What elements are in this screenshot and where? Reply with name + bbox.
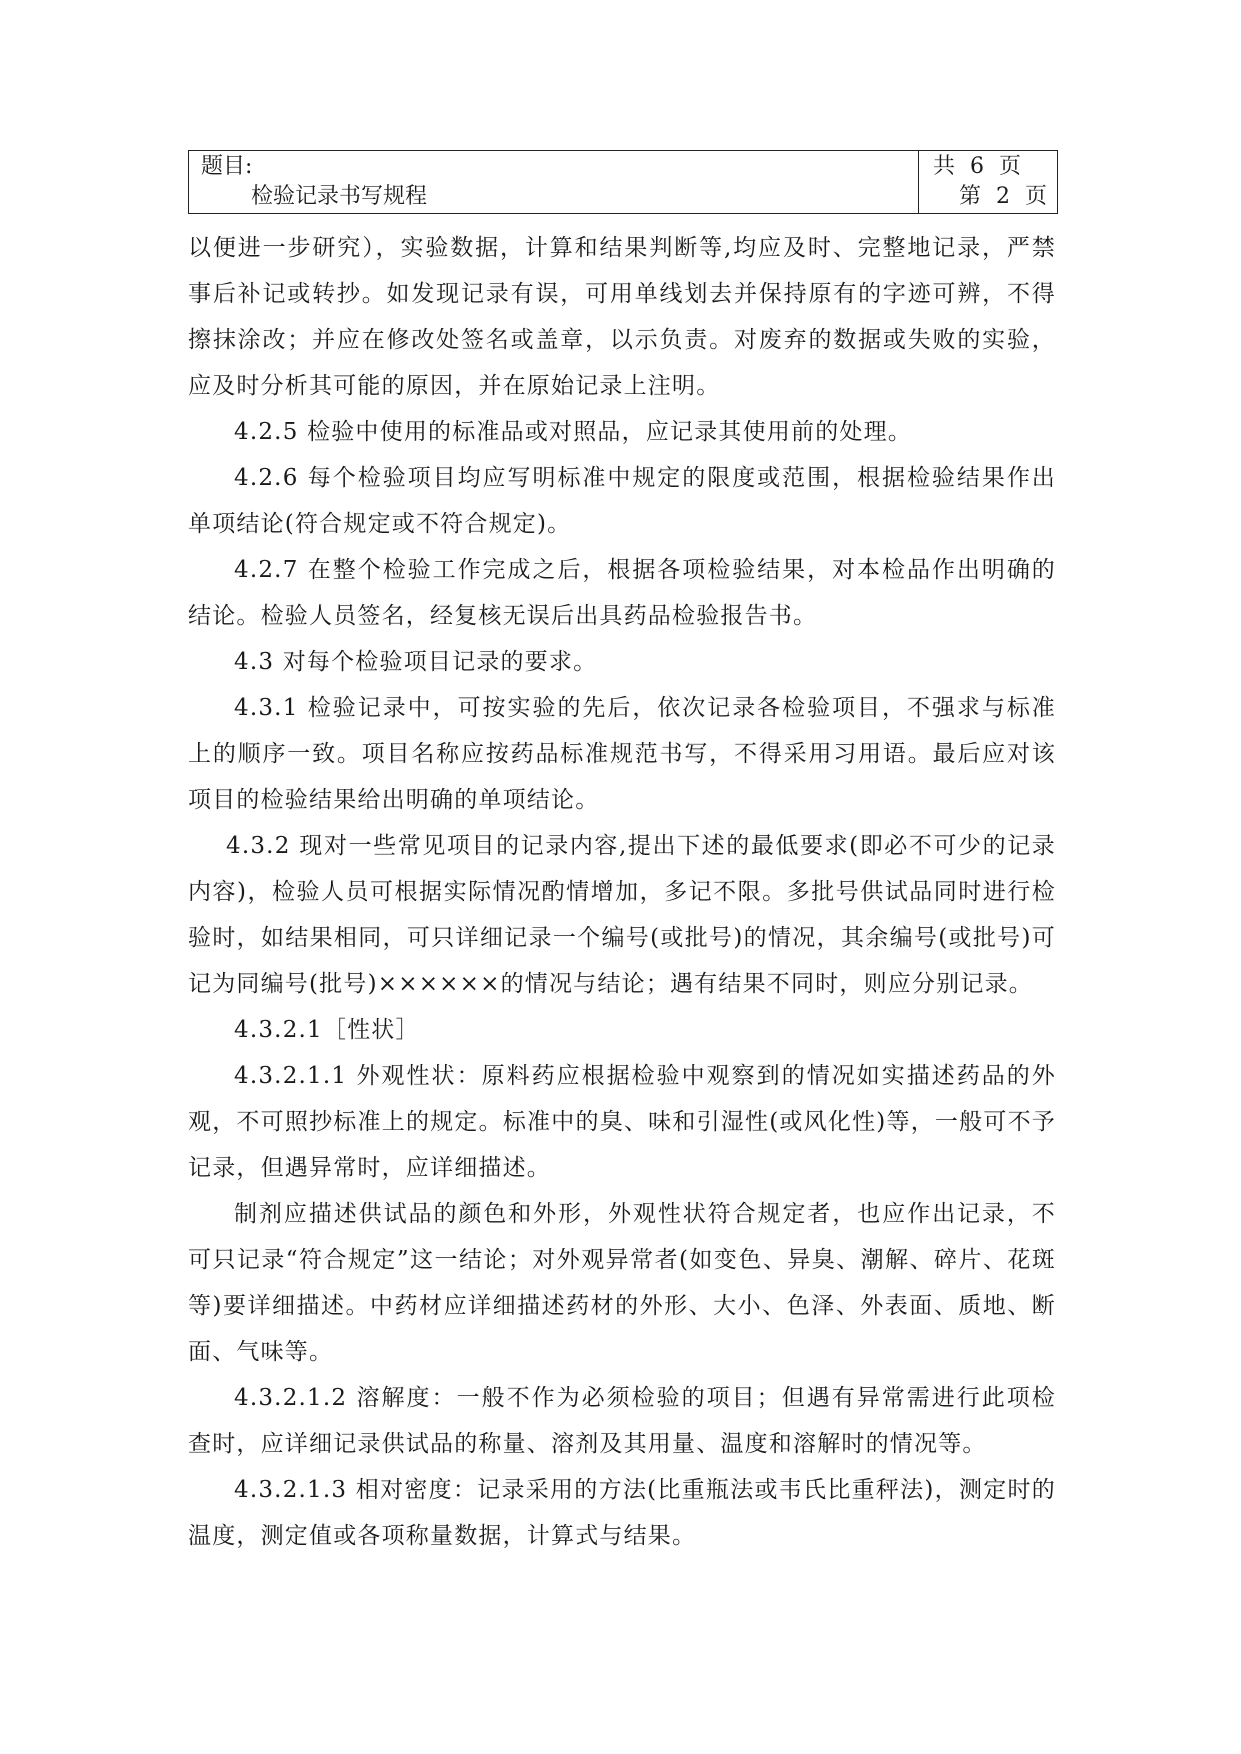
paragraph-4-3-2-1: 4.3.2.1［性状］ xyxy=(234,1017,420,1043)
total-pages: 共 6 页 xyxy=(933,154,1025,179)
paragraph-4-3-2-1-3: 4.3.2.1.3 相对密度：记录采用的方法(比重瓶法或韦氏比重秤法)，测定时的温度，测定值或各项称量数据，计算式与结果。 xyxy=(188,1477,1056,1549)
paragraph-4-2-6: 4.2.6 每个检验项目均应写明标准中规定的限度或范围，根据检验结果作出单项结论(符合规定或不符合规定)。 xyxy=(188,465,1056,537)
paragraph-4-3-1: 4.3.1 检验记录中，可按实验的先后，依次记录各检验项目，不强求与标准上的顺序一致。项目名称应按药品标准规范书写，不得采用习用语。最后应对该项目的检验结果给出明确的单项结论。 xyxy=(188,695,1056,813)
paragraph-preparations: 制剂应描述供试品的颜色和外形，外观性状符合规定者，也应作出记录，不可只记录“符合规定”这一结论；对外观异常者(如变色、异臭、潮解、碎片、花斑等)要详细描述。中药材应详细描述药材的外形、大小、色泽、外表面、质地、断面、气味等。 xyxy=(188,1201,1056,1365)
header-table xyxy=(188,150,1058,214)
header-title-cell xyxy=(189,151,919,213)
header-label: 题目: xyxy=(201,154,253,179)
paragraph-4-2-7: 4.2.7 在整个检验工作完成之后，根据各项检验结果，对本检品作出明确的结论。检验人员签名，经复核无误后出具药品检验报告书。 xyxy=(188,557,1056,629)
paragraph-4-3-2-1-2: 4.3.2.1.2 溶解度：一般不作为必须检验的项目；但遇有异常需进行此项检查时，应详细记录供试品的称量、溶剂及其用量、温度和溶解时的情况等。 xyxy=(188,1385,1056,1457)
paragraph-4-2-5: 4.2.5 检验中使用的标准品或对照品，应记录其使用前的处理。 xyxy=(234,419,913,445)
header-page-cell xyxy=(919,151,1057,213)
paragraph-4-3: 4.3 对每个检验项目记录的要求。 xyxy=(234,649,598,675)
document-body xyxy=(188,225,1056,1559)
paragraph-4-3-2-1-1: 4.3.2.1.1 外观性状：原料药应根据检验中观察到的情况如实描述药品的外观，不可照抄标准上的规定。标准中的臭、味和引湿性(或风化性)等，一般可不予记录，但遇异常时，应详细描述。 xyxy=(188,1063,1056,1181)
current-page: 第 2 页 xyxy=(959,184,1051,209)
paragraph-4-3-2: 4.3.2 现对一些常见项目的记录内容,提出下述的最低要求(即必不可少的记录内容)，检验人员可根据实际情况酌情增加，多记不限。多批号供试品同时进行检验时，如结果相同，可只详细记录一个编号(或批号)的情况，其余编号(或批号)可记为同编号(批号)××××××的情况与结论；遇有结果不同时，则应分别记录。 xyxy=(188,833,1056,997)
document-title: 检验记录书写规程 xyxy=(251,184,428,209)
paragraph-continued: 以便进一步研究），实验数据，计算和结果判断等,均应及时、完整地记录，严禁事后补记或转抄。如发现记录有误，可用单线划去并保持原有的字迹可辨，不得擦抹涂改；并应在修改处签名或盖章，以示负责。对废弃的数据或失败的实验，应及时分析其可能的原因，并在原始记录上注明。 xyxy=(188,235,1056,399)
